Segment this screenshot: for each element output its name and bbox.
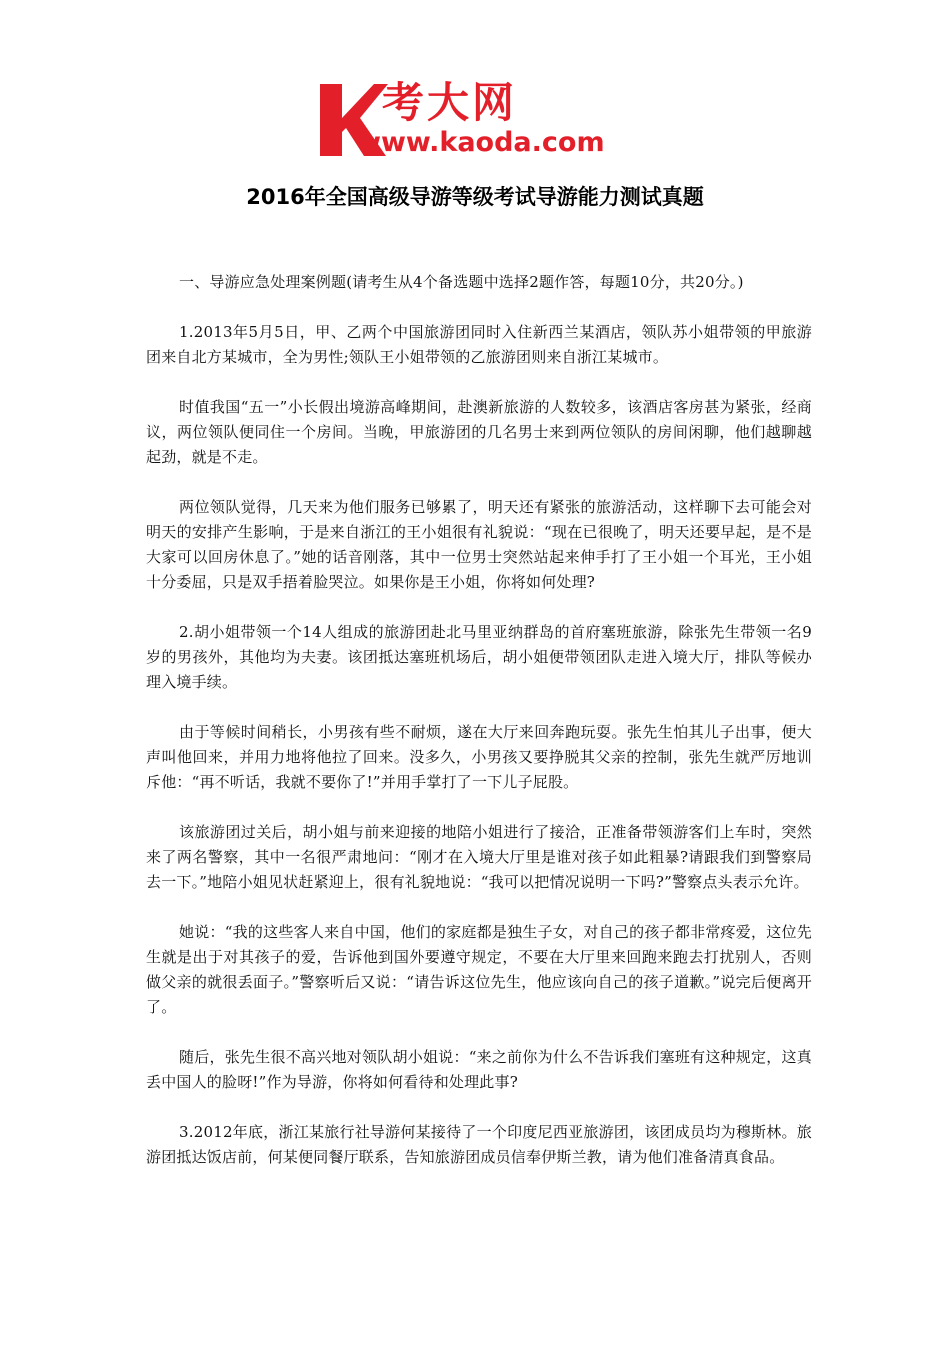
paragraph: 两位领队觉得，几天来为他们服务已够累了，明天还有紧张的旅游活动，这样聊下去可能会对明天的安排产生影响，于是来自浙江的王小姐很有礼貌说：“现在已很晚了，明天还要早起，是不是大家可以回房休息了。”她的话音刚落，其中一位男士突然站起来伸手打了王小姐一个耳光，王小姐十分委屈，只是双手捂着脸哭泣。如果你是王小姐，你将如何处理?: [146, 498, 812, 591]
paragraph: 时值我国“五一”小长假出境游高峰期间，赴澳新旅游的人数较多，该酒店客房甚为紧张，经商议，两位领队便同住一个房间。当晚，甲旅游团的几名男士来到两位领队的房间闲聊，他们越聊越起劲，就是不走。: [146, 398, 812, 466]
kaoda-logo: [316, 80, 640, 160]
paragraph: 她说：“我的这些客人来自中国，他们的家庭都是独生子女，对自己的孩子都非常疼爱，这位先生就是出于对其孩子的爱，告诉他到国外要遵守规定，不要在大厅里来回跑来跑去打扰别人，否则做父亲的就很丢面子。”警察听后又说：“请告诉这位先生，他应该向自己的孩子道歉。”说完后便离开了。: [146, 923, 812, 1016]
document-body: [146, 270, 812, 1195]
paragraph-section-heading: 一、导游应急处理案例题(请考生从4个备选题中选择2题作答，每题10分，共20分。): [179, 273, 744, 291]
paragraph: 随后，张先生很不高兴地对领队胡小姐说：“来之前你为什么不告诉我们塞班有这种规定，这真丢中国人的脸呀!”作为导游，你将如何看待和处理此事?: [146, 1048, 812, 1091]
paragraph: 由于等候时间稍长，小男孩有些不耐烦，遂在大厅来回奔跑玩耍。张先生怕其儿子出事，便大声叫他回来，并用力地将他拉了回来。没多久，小男孩又要挣脱其父亲的控制，张先生就严厉地训斥他：“再不听话，我就不要你了!”并用手掌打了一下儿子屁股。: [146, 723, 812, 791]
paragraph: 该旅游团过关后，胡小姐与前来迎接的地陪小姐进行了接洽，正准备带领游客们上车时，突然来了两名警察，其中一名很严肃地问：“刚才在入境大厅里是谁对孩子如此粗暴?请跟我们到警察局去一下。”地陪小姐见状赶紧迎上，很有礼貌地说：“我可以把情况说明一下吗?”警察点头表示允许。: [146, 823, 812, 891]
logo-url-text: www.kaoda.com: [356, 127, 605, 158]
paragraph: 1.2013年5月5日，甲、乙两个中国旅游团同时入住新西兰某酒店，领队苏小姐带领的甲旅游团来自北方某城市，全为男性;领队王小姐带领的乙旅游团则来自浙江某城市。: [146, 323, 812, 366]
document-title: 2016年全国高级导游等级考试导游能力测试真题: [246, 185, 704, 209]
logo-brand-text: 考大网: [382, 78, 518, 127]
paragraph: 3.2012年底，浙江某旅行社导游何某接待了一个印度尼西亚旅游团，该团成员均为穆斯林。旅游团抵达饭店前，何某便同餐厅联系，告知旅游团成员信奉伊斯兰教，请为他们准备清真食品。: [146, 1123, 812, 1166]
paragraph: 2.胡小姐带领一个14人组成的旅游团赴北马里亚纳群岛的首府塞班旅游，除张先生带领一名9岁的男孩外，其他均为夫妻。该团抵达塞班机场后，胡小姐便带领团队走进入境大厅，排队等候办理入境手续。: [146, 623, 812, 691]
